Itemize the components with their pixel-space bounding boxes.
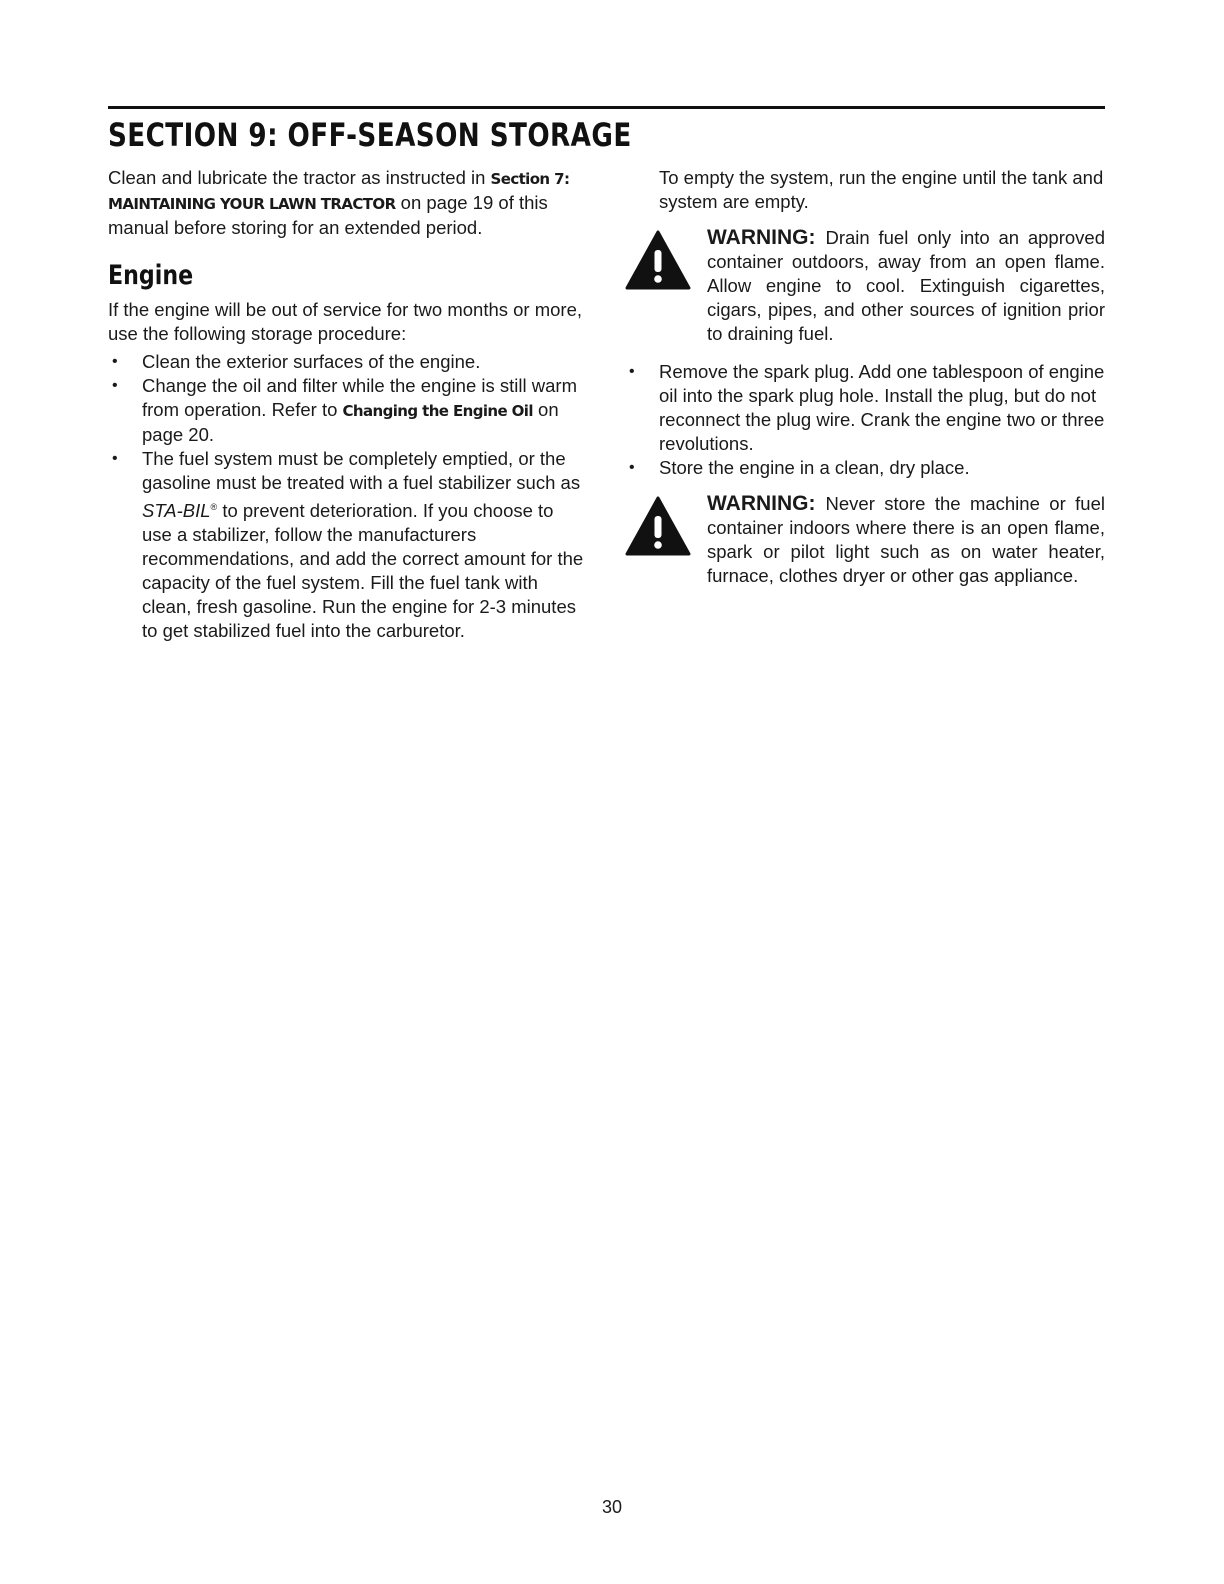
- warning-text: Drain fuel only into an approved container outdoors, away from an open flame. Allow engine to cool. Extinguish cigarettes, cigars, pipes, and other sources of ignition prior to draining fuel.: [707, 227, 1105, 344]
- empty-system-paragraph: To empty the system, run the engine until the tank and system are empty.: [659, 167, 1104, 212]
- list-item: • Store the engine in a clean, dry place.: [625, 456, 1105, 480]
- right-column: [625, 166, 1105, 602]
- warning-label: WARNING:: [707, 226, 816, 249]
- engine-procedure-list: [108, 350, 586, 643]
- list-item: • Change the oil and filter while the engine is still warm from operation. Refer to Changing the Engine Oil on page 20.: [108, 374, 586, 447]
- page-number: 30: [601, 1497, 623, 1517]
- warning-triangle-icon: [625, 230, 691, 290]
- list-item: • The fuel system must be completely emptied, or the gasoline must be treated with a fuel stabilizer such as STA-BIL® to prevent deterioration. If you choose to use a stabilizer, follow the manufacturers recommendations, and add the correct amount for the capacity of the fuel system. Fill the fuel tank with clean, fresh gasoline. Run the engine for 2-3 minutes to get stabilized fuel into the carburetor.: [108, 447, 586, 643]
- section-title: SECTION 9: OFF-SEASON STORAGE: [108, 116, 632, 154]
- list-item: • Remove the spark plug. Add one tablespoon of engine oil into the spark plug hole. Install the plug, but do not reconnect the plug wire. Crank the engine two or three revolutions.: [625, 360, 1105, 456]
- product-name: STA-BIL: [142, 500, 211, 522]
- registered-mark: ®: [210, 502, 218, 512]
- list-item: • Clean the exterior surfaces of the engine.: [108, 350, 586, 374]
- section-7-reference: Section 7: MAINTAINING YOUR LAWN TRACTOR: [108, 170, 570, 213]
- warning-drain-fuel: [625, 226, 1105, 346]
- engine-oil-reference: Changing the Engine Oil: [342, 402, 533, 420]
- warning-store-machine: [625, 492, 1105, 588]
- engine-intro: If the engine will be out of service for two months or more, use the following storage procedure:: [108, 299, 583, 344]
- intro-paragraph: Clean and lubricate the tractor as instructed in Section 7: MAINTAINING YOUR LAWN TRACTOR on page 19 of this manual before storing for an extended period.: [108, 167, 570, 238]
- warning-label: WARNING:: [707, 492, 816, 515]
- engine-heading: Engine: [108, 260, 194, 291]
- top-rule: [108, 106, 1105, 109]
- warning-triangle-icon: [625, 496, 691, 556]
- left-column: [108, 166, 586, 643]
- warning-text: Never store the machine or fuel container indoors where there is an open flame, spark or pilot light such as on water heater, furnace, clothes dryer or other gas appliance.: [707, 493, 1105, 586]
- storage-steps-list: [625, 360, 1105, 480]
